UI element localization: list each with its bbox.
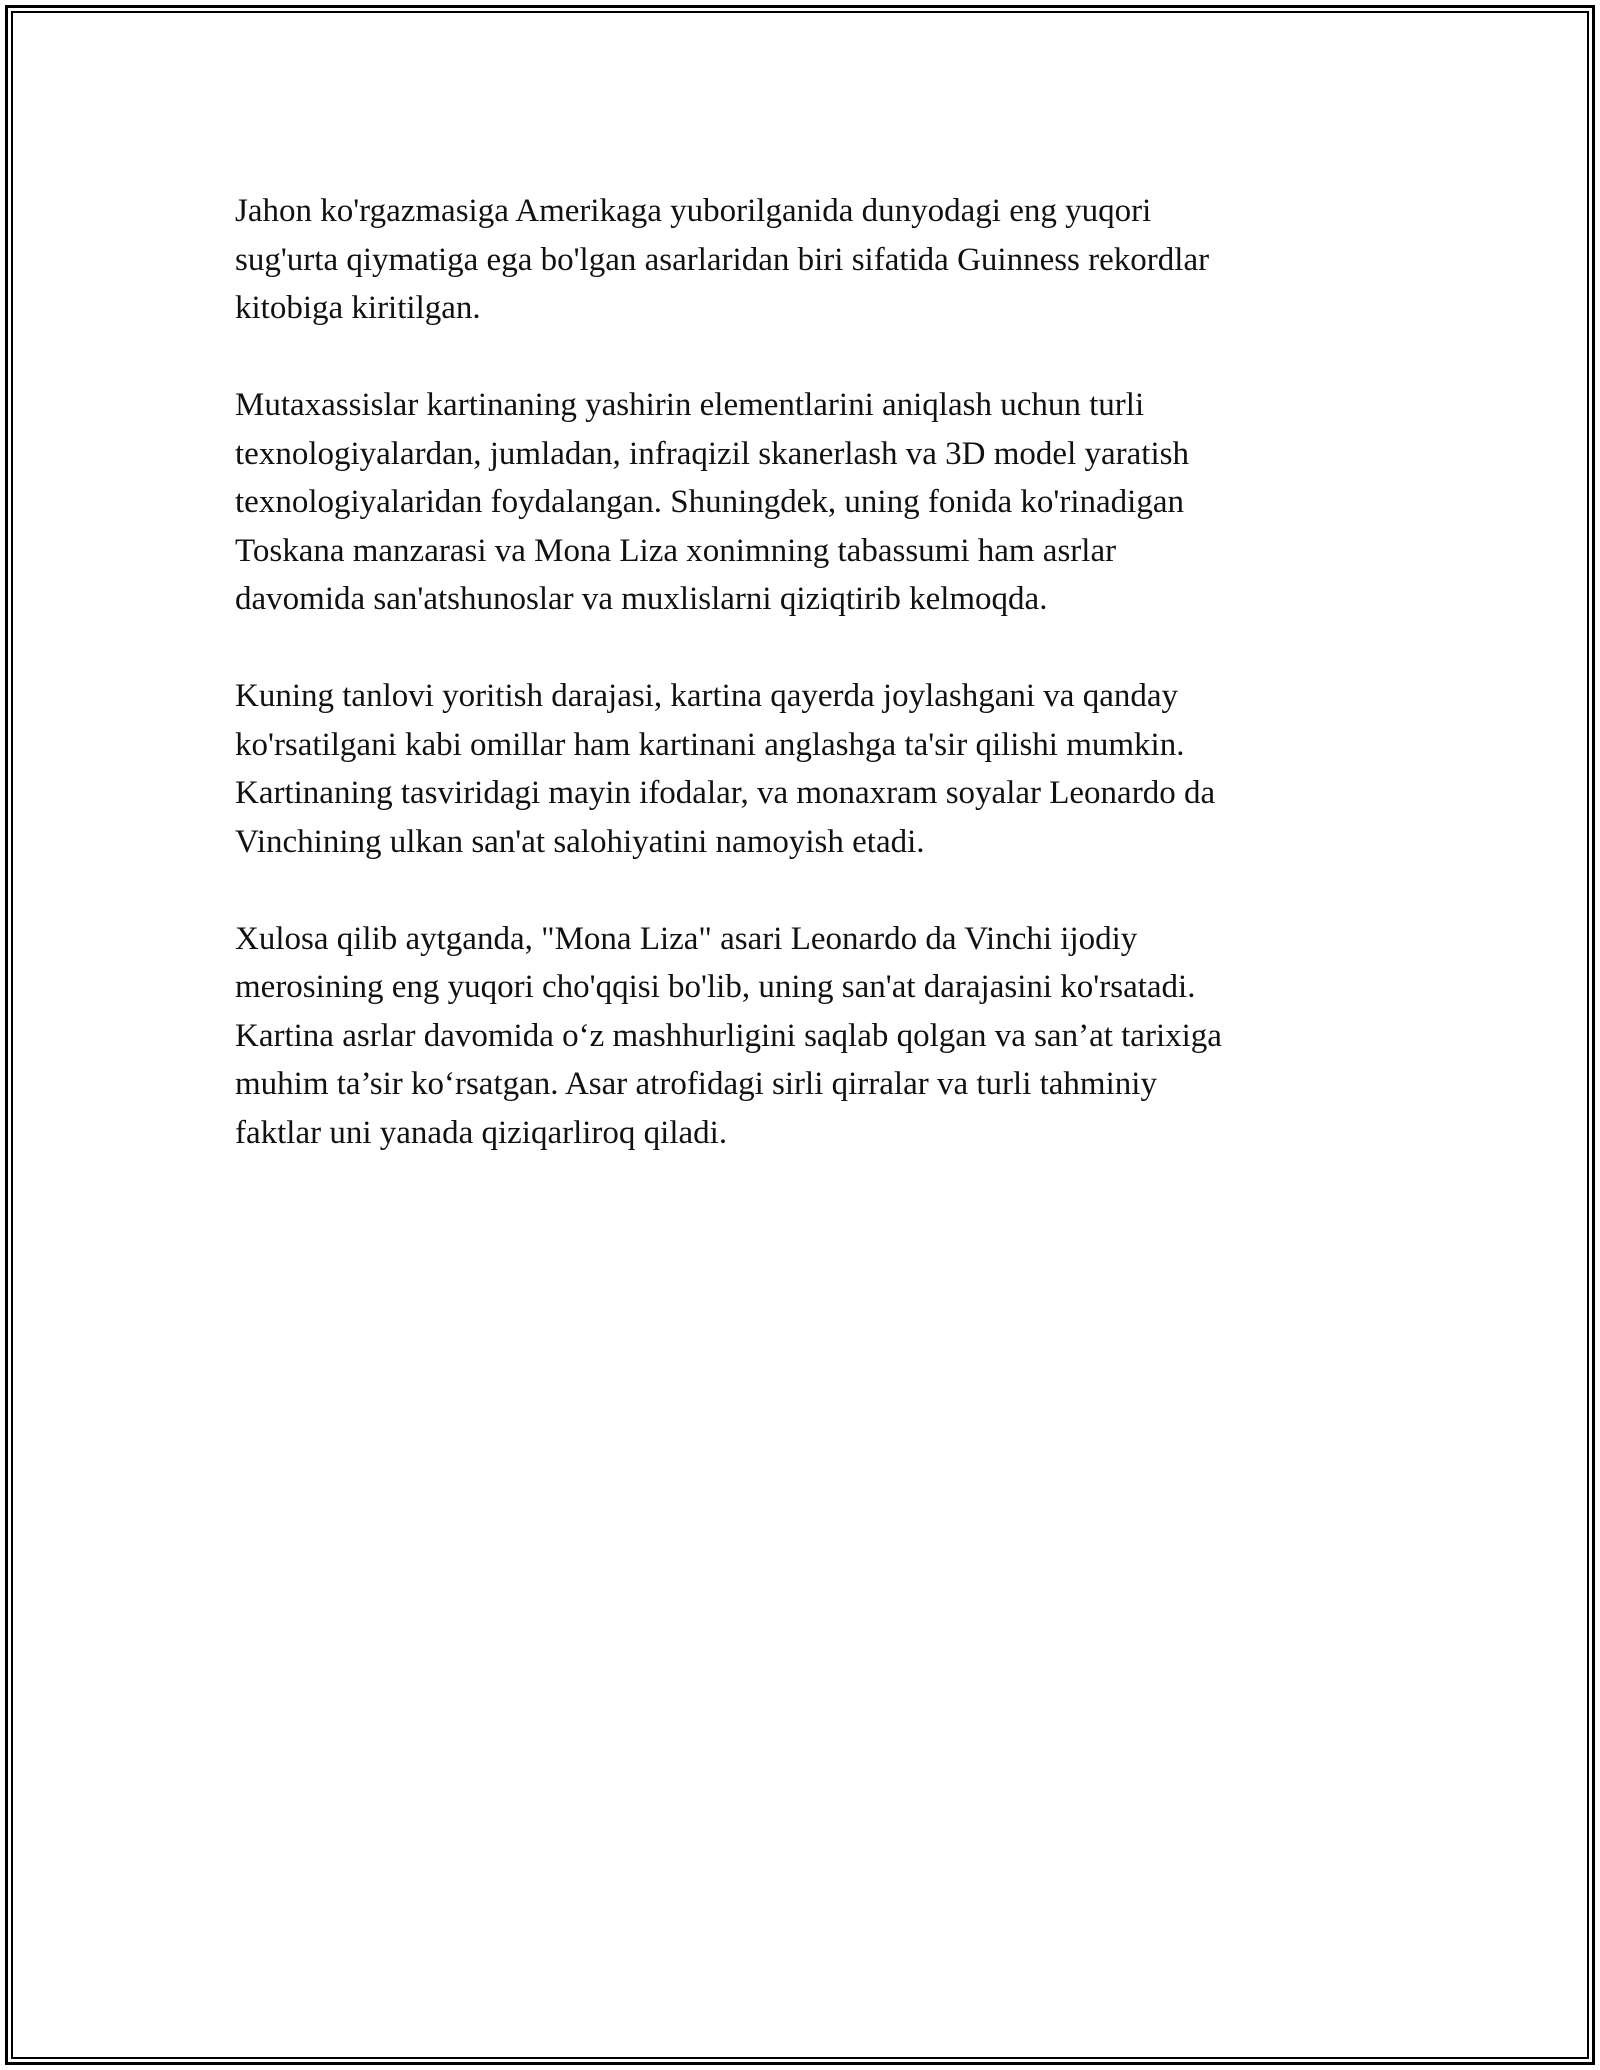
- document-body: [235, 187, 1365, 1206]
- paragraph-guinness-record: Jahon ko'rgazmasiga Amerikaga yuborilganida dunyodagi eng yuqori sug'urta qiymatiga ega bo'lgan asarlaridan biri sifatida Guinness rekordlar kitobiga kiritilgan.: [235, 193, 1210, 326]
- paragraph-conclusion: Xulosa qilib aytganda, "Mona Liza" asari Leonardo da Vinchi ijodiy merosining eng yuqori cho'qqisi bo'lib, uning san'at darajasini ko'rsatadi. Kartina asrlar davomida o‘z mashhurligini saqlab qolgan va san’at tarixiga muhim ta’sir ko‘rsatgan. Asar atrofidagi sirli qirralar va turli tahminiy faktlar uni yanada qiziqarliroq qiladi.: [235, 920, 1222, 1151]
- paragraph-lighting-factors: Kuning tanlovi yoritish darajasi, kartina qayerda joylashgani va qanday ko'rsatilgani kabi omillar ham kartinani anglashga ta'sir qilishi mumkin. Kartinaning tasviridagi mayin ifodalar, va monaxram soyalar Leonardo da Vinchining ulkan san'at salohiyatini namoyish etadi.: [235, 678, 1216, 860]
- paragraph-technology-analysis: Mutaxassislar kartinaning yashirin elementlarini aniqlash uchun turli texnologiyalardan, jumladan, infraqizil skanerlash va 3D model yaratish texnologiyalaridan foydalangan. Shuningdek, uning fonida ko'rinadigan Toskana manzarasi va Mona Liza xonimning tabassumi ham asrlar davomida san'atshunoslar va muxlislarni qiziqtirib kelmoqda.: [235, 387, 1189, 617]
